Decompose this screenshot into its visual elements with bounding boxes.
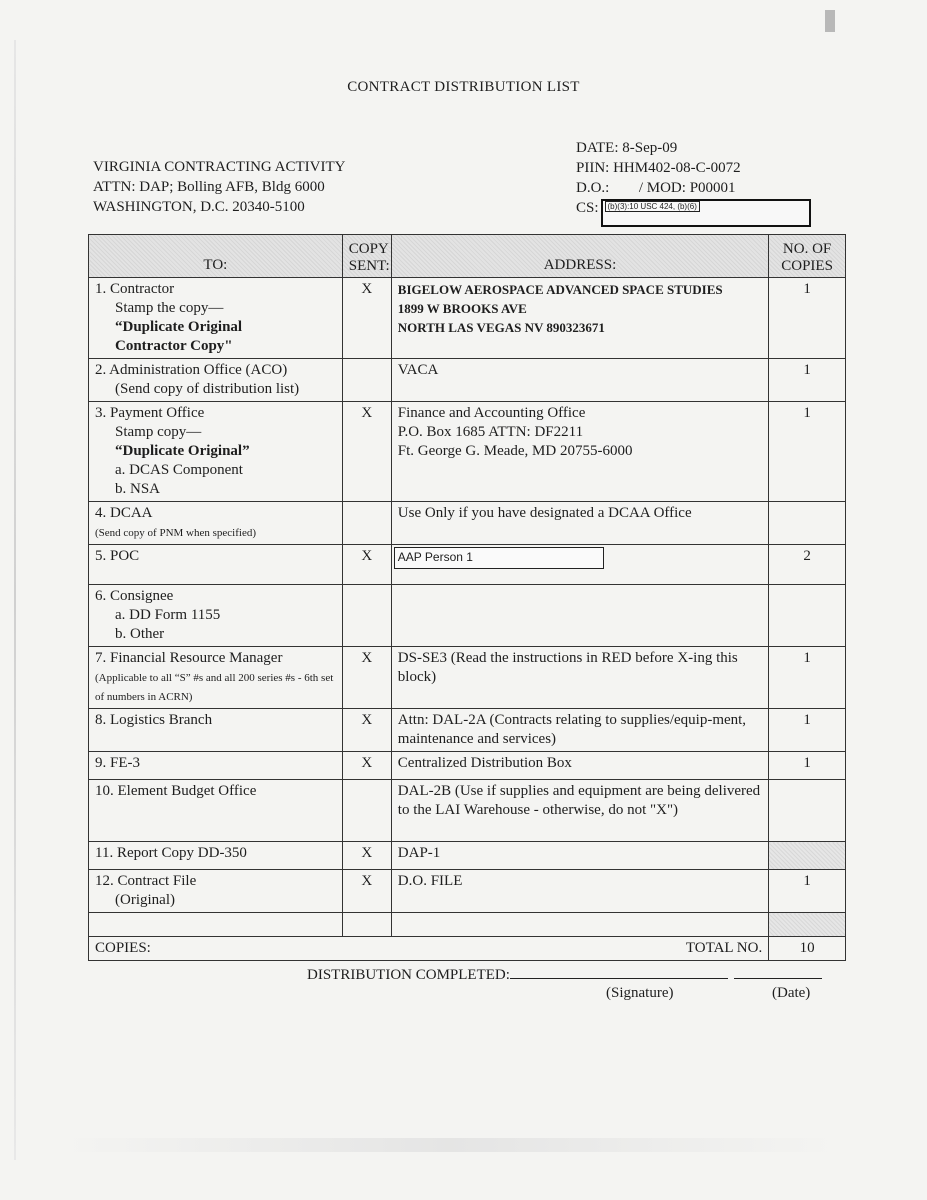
row-copy-sent: X xyxy=(342,545,391,585)
header-copies: NO. OF COPIES xyxy=(769,235,846,278)
row-copies: 1 xyxy=(769,647,846,709)
piin-value: HHM402-08-C-0072 xyxy=(613,160,741,176)
row-copies: 1 xyxy=(769,752,846,780)
row-address: D.O. FILE xyxy=(391,870,768,913)
table-row-blank xyxy=(89,913,846,937)
header-to: TO: xyxy=(89,235,343,278)
row-address: VACA xyxy=(391,359,768,402)
activity-attn: ATTN: DAP; Bolling AFB, Bldg 6000 xyxy=(93,179,325,195)
row-address: Use Only if you have designated a DCAA Office xyxy=(391,502,768,545)
row-copies: 1 xyxy=(769,709,846,752)
date-line[interactable] xyxy=(734,964,822,979)
row-address xyxy=(391,545,768,585)
cs-label: CS: xyxy=(576,200,599,216)
row-copy-sent: X xyxy=(342,647,391,709)
table-row xyxy=(89,585,846,647)
table-row xyxy=(89,502,846,545)
signature-caption: (Signature) xyxy=(606,985,674,1001)
table-row xyxy=(89,402,846,502)
row-to: 7. Financial Resource Manager (Applicable to all “S” #s and all 200 series #s - 6th set of numbers in ACRN) xyxy=(89,647,343,709)
row-to: 4. DCAA (Send copy of PNM when specified) xyxy=(89,502,343,545)
blank-cell xyxy=(391,913,768,937)
row-address: BIGELOW AEROSPACE ADVANCED SPACE STUDIES 1899 W BROOKS AVE NORTH LAS VEGAS NV 890323671 xyxy=(391,278,768,359)
row-copies: 1 xyxy=(769,870,846,913)
blank-cell xyxy=(769,913,846,937)
row-to: 12. Contract File (Original) xyxy=(89,870,343,913)
piin-label: PIIN: xyxy=(576,160,610,176)
row-copy-sent xyxy=(342,585,391,647)
contracting-activity-address xyxy=(93,157,345,217)
row-to: 9. FE-3 xyxy=(89,752,343,780)
row-address: DAL-2B (Use if supplies and equipment are being delivered to the LAI Warehouse - otherwise, do not "X") xyxy=(391,780,768,842)
row-copies xyxy=(769,842,846,870)
distribution-table xyxy=(88,234,846,961)
blank-cell xyxy=(342,913,391,937)
table-row xyxy=(89,278,846,359)
row-copy-sent xyxy=(342,359,391,402)
row-copy-sent: X xyxy=(342,752,391,780)
piin-row xyxy=(576,158,811,178)
header-address: ADDRESS: xyxy=(391,235,768,278)
row-copies xyxy=(769,780,846,842)
table-row xyxy=(89,359,846,402)
row-copies xyxy=(769,502,846,545)
signature-line[interactable] xyxy=(510,964,728,979)
row-copies: 2 xyxy=(769,545,846,585)
table-row xyxy=(89,842,846,870)
table-row xyxy=(89,545,846,585)
table-row xyxy=(89,752,846,780)
page-edge-shadow xyxy=(14,40,16,1160)
scan-smudge xyxy=(60,1138,840,1152)
totals-label-cell xyxy=(89,937,769,961)
row-copy-sent: X xyxy=(342,709,391,752)
row-copies: 1 xyxy=(769,278,846,359)
table-row xyxy=(89,780,846,842)
cs-redaction-box xyxy=(601,199,811,227)
row-copies xyxy=(769,585,846,647)
table-row xyxy=(89,870,846,913)
row-copy-sent xyxy=(342,780,391,842)
cs-row xyxy=(576,198,811,227)
table-row xyxy=(89,647,846,709)
activity-name: VIRGINIA CONTRACTING ACTIVITY xyxy=(93,159,346,175)
row-address: DS-SE3 (Read the instructions in RED before X-ing this block) xyxy=(391,647,768,709)
row-address: DAP-1 xyxy=(391,842,768,870)
row-copies: 1 xyxy=(769,402,846,502)
row-to: 8. Logistics Branch xyxy=(89,709,343,752)
total-no-label: TOTAL NO. xyxy=(685,940,763,956)
copies-label: COPIES: xyxy=(95,940,151,956)
document-title: CONTRACT DISTRIBUTION LIST xyxy=(347,79,580,95)
row-to: 2. Administration Office (ACO) (Send copy of distribution list) xyxy=(89,359,343,402)
row-copy-sent xyxy=(342,502,391,545)
total-copies-value: 10 xyxy=(769,937,846,961)
do-label: D.O.: xyxy=(576,180,610,196)
table-row xyxy=(89,709,846,752)
do-mod-row xyxy=(576,178,811,198)
header-copy-sent: COPY SENT: xyxy=(342,235,391,278)
row-copy-sent: X xyxy=(342,870,391,913)
cs-redaction-text: (b)(3):10 USC 424, (b)(6) xyxy=(605,201,700,212)
activity-city: WASHINGTON, D.C. 20340-5100 xyxy=(93,199,305,215)
date-value: 8-Sep-09 xyxy=(622,140,678,156)
row-address: Centralized Distribution Box xyxy=(391,752,768,780)
row-copy-sent: X xyxy=(342,278,391,359)
mod-value: P00001 xyxy=(689,180,736,196)
blank-cell xyxy=(89,913,343,937)
row-to: 3. Payment Office Stamp copy— “Duplicate Original” a. DCAS Component b. NSA xyxy=(89,402,343,502)
row-to: 6. Consignee a. DD Form 1155 b. Other xyxy=(89,585,343,647)
totals-row xyxy=(89,937,846,961)
row-address: Attn: DAL-2A (Contracts relating to supplies/equip-ment, maintenance and services) xyxy=(391,709,768,752)
completed-label: DISTRIBUTION COMPLETED: xyxy=(307,967,510,983)
date-row xyxy=(576,138,811,158)
row-copy-sent: X xyxy=(342,842,391,870)
row-copy-sent: X xyxy=(342,402,391,502)
row-address xyxy=(391,585,768,647)
scan-corner-mark xyxy=(825,10,835,32)
row-copies: 1 xyxy=(769,359,846,402)
contract-meta xyxy=(576,138,811,227)
table-header-row xyxy=(89,235,846,278)
row-address: Finance and Accounting Office P.O. Box 1685 ATTN: DF2211 Ft. George G. Meade, MD 20755-6000 xyxy=(391,402,768,502)
row-to: 1. Contractor Stamp the copy— “Duplicate Original Contractor Copy" xyxy=(89,278,343,359)
row-to: 10. Element Budget Office xyxy=(89,780,343,842)
distribution-completed xyxy=(307,964,822,984)
row-to: 5. POC xyxy=(89,545,343,585)
row-to: 11. Report Copy DD-350 xyxy=(89,842,343,870)
mod-label: / MOD: xyxy=(638,180,686,196)
poc-name-field[interactable]: AAP Person 1 xyxy=(394,547,604,569)
date-caption: (Date) xyxy=(772,985,811,1001)
date-label: DATE: xyxy=(576,140,619,156)
